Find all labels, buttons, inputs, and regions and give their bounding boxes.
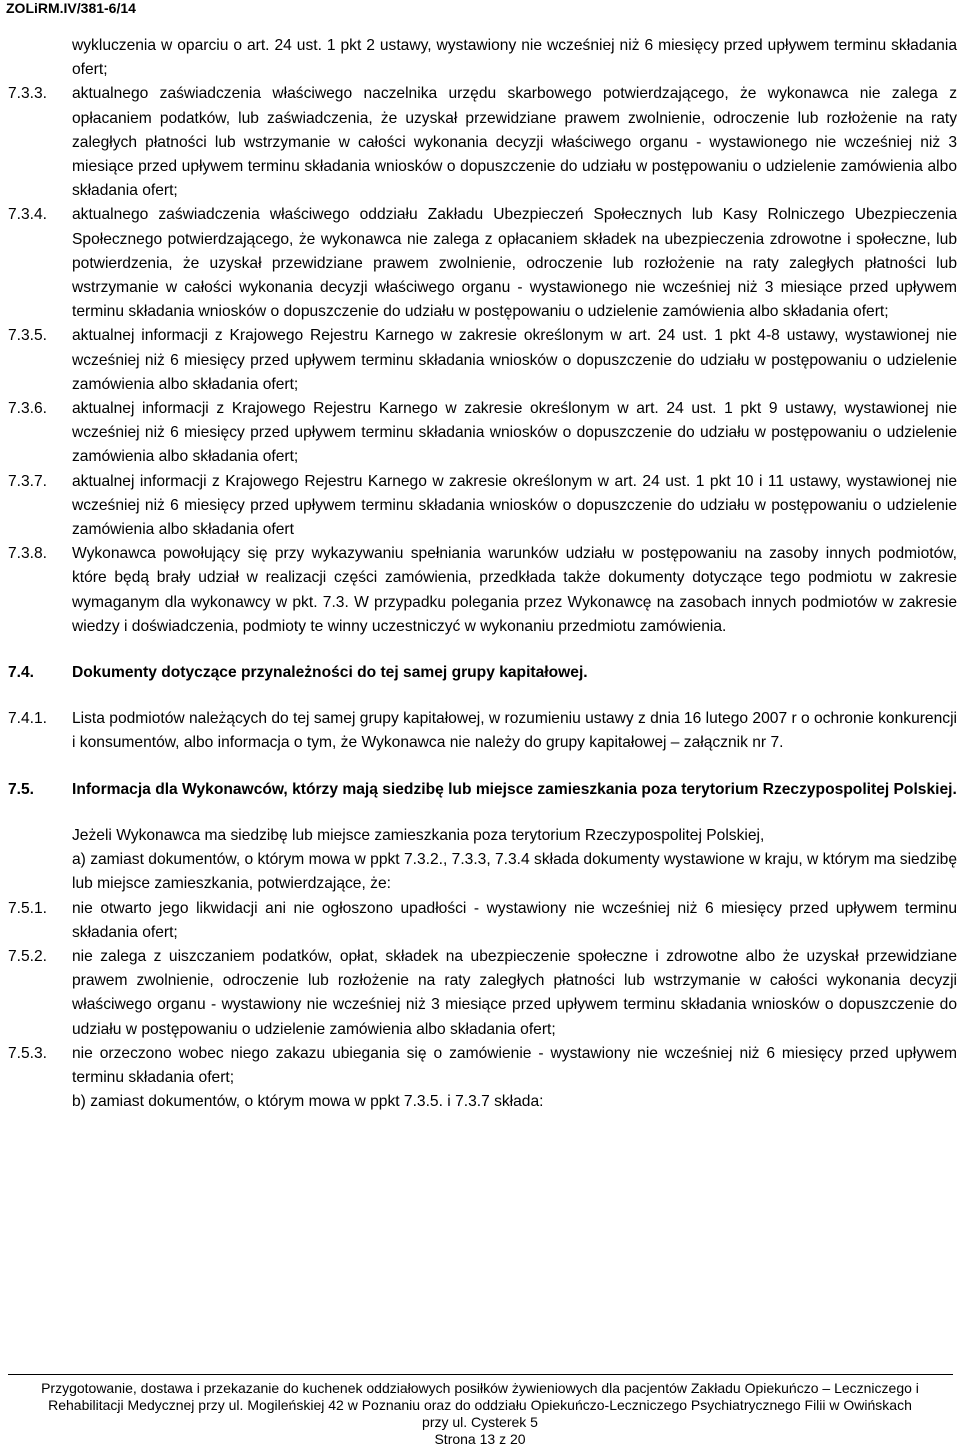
- list-item-7-5-3: [8, 1042, 957, 1090]
- document-body: [8, 34, 957, 1114]
- list-item-7-3-7: [8, 470, 957, 543]
- item-number: 7.3.5.: [8, 327, 48, 345]
- section-title: Dokumenty dotyczące przynależności do tej samej grupy kapitałowej.: [72, 664, 588, 682]
- footer-line-1: Przygotowanie, dostawa i przekazanie do kuchenek oddziałowych posiłków żywieniowych dla pacjentów Zakładu Opiekuńczo – Leczniczego i: [41, 1380, 919, 1396]
- item-text: nie otwarto jego likwidacji ani nie ogłoszono upadłości - wystawiony nie wcześniej niż 6 miesięcy przed upływem terminu składania ofert;: [72, 899, 957, 941]
- footer-line-2: Rehabilitacji Medycznej przy ul. Mogileńskiej 42 w Poznaniu oraz do oddziału Opiekuńczo-Leczniczego Psychiatrycznego Filii w Owińskach: [48, 1397, 912, 1413]
- list-item-7-4-1: [8, 707, 957, 755]
- point-b: b) zamiast dokumentów, o którym mowa w ppkt 7.3.5. i 7.3.7 składa:: [72, 1093, 544, 1111]
- list-item-7-3-4: [8, 203, 957, 324]
- document-reference: ZOLiRM.IV/381-6/14: [6, 0, 136, 16]
- item-text: Wykonawca powołujący się przy wykazywaniu spełniania warunków udziału w postępowaniu na zasoby innych podmiotów, które będą brały udział w realizacji części zamówienia, przedkłada także dokumenty dotyczące tego podmiotu w zakresie wymaganym dla wykonawcy w pkt. 7.3. W przypadku polegania przez Wykonawcę na zasobach innych podmiotów w zakresie wiedzy i doświadczenia, podmioty te winny uczestniczyć w wykonaniu przedmiotu zamówienia.: [72, 545, 957, 635]
- item-text: nie orzeczono wobec niego zakazu ubiegania się o zamówienie - wystawiony nie wcześniej niż 6 miesięcy przed upływem terminu składania ofert;: [72, 1044, 957, 1086]
- list-item-7-3-6: [8, 397, 957, 470]
- item-number: 7.5.1.: [8, 899, 48, 917]
- section-heading-7-4: [8, 661, 957, 685]
- list-item-7-3-3: [8, 82, 957, 203]
- item-text: aktualnego zaświadczenia właściwego naczelnika urzędu skarbowego potwierdzającego, że wykonawca nie zalega z opłacaniem podatków, lub zaświadczenia, że uzyskał przewidziane prawem zwolnienie, odroczenie lub rozłożenie na raty zaległych płatności lub wstrzymanie w całości wykonania decyzji właściwego organu - wystawionego nie wcześniej niż 3 miesiące przed upływem terminu składania wniosków o dopuszczenie do udziału w postępowaniu o udzielenie zamówienia albo składania ofert;: [72, 85, 957, 200]
- item-text: aktualnej informacji z Krajowego Rejestru Karnego w zakresie określonym w art. 24 ust. 1 pkt 10 i 11 ustawy, wystawionej nie wcześniej niż 6 miesięcy przed upływem terminu składania wniosków o dopuszczenie do udziału w postępowaniu o udzielenie zamówienia albo składania ofert: [72, 472, 957, 539]
- section-title: Informacja dla Wykonawców, którzy mają siedzibę lub miejsce zamieszkania poza terytorium Rzeczypospolitej Polskiej.: [72, 780, 957, 798]
- item-text: aktualnego zaświadczenia właściwego oddziału Zakładu Ubezpieczeń Społecznych lub Kasy Rolniczego Ubezpieczenia Społecznego potwierdzającego, że wykonawca nie zalega z opłacaniem składek na ubezpieczenia zdrowotne i społeczne, lub potwierdzenia, że uzyskał przewidziane prawem zwolnienie, odroczenie lub rozłożenie na raty zaległych płatności lub wstrzymanie w całości wykonania decyzji właściwego organu - wystawionego nie wcześniej niż 3 miesiące przed upływem terminu składania wniosków o dopuszczenie do udziału w postępowaniu o udzielenie zamówienia albo składania ofert;: [72, 206, 957, 321]
- section-heading-7-5: [8, 778, 957, 802]
- section-intro: Jeżeli Wykonawca ma siedzibę lub miejsce zamieszkania poza terytorium Rzeczypospolitej Polskiej,: [72, 826, 765, 844]
- item-number: 7.5.3.: [8, 1044, 48, 1062]
- item-number: 7.3.8.: [8, 545, 48, 563]
- list-item-7-3-5: [8, 324, 957, 397]
- item-text: nie zalega z uiszczaniem podatków, opłat, składek na ubezpieczenie społeczne i zdrowotne albo że uzyskał przewidziane prawem zwolnienie, odroczenie lub rozłożenie na raty zaległych płatności lub wstrzymanie w całości wykonania decyzji właściwego organu - wystawiony nie wcześniej niż 3 miesiące przed upływem terminu składania wniosków o dopuszczenie do udziału w postępowaniu o udzielenie zamówienia albo składania ofert;: [72, 947, 957, 1038]
- list-item-7-3-8: [8, 542, 957, 639]
- item-number: 7.3.3.: [8, 85, 48, 103]
- item-number: 7.3.6.: [8, 400, 48, 418]
- item-text: aktualnej informacji z Krajowego Rejestru Karnego w zakresie określonym w art. 24 ust. 1 pkt 4-8 ustawy, wystawionej nie wcześniej niż 6 miesięcy przed upływem terminu składania wniosków o dopuszczenie do udziału w postępowaniu o udzielenie zamówienia albo składania ofert;: [72, 327, 957, 393]
- item-text: Lista podmiotów należących do tej samej grupy kapitałowej, w rozumieniu ustawy z dnia 16 lutego 2007 r o ochronie konkurencji i konsumentów, albo informacja o tym, że Wykonawca nie należy do grupy kapitałowej – załącznik nr 7.: [72, 710, 957, 752]
- list-item-7-5-1: [8, 897, 957, 945]
- footer-line-3: przy ul. Cysterek 5: [422, 1414, 538, 1430]
- list-item-7-5-2: [8, 945, 957, 1042]
- item-text: aktualnej informacji z Krajowego Rejestru Karnego w zakresie określonym w art. 24 ust. 1 pkt 9 ustawy, wystawionej nie wcześniej niż 6 miesięcy przed upływem terminu składania wniosków o dopuszczenie do udziału w postępowaniu o udzielenie zamówienia albo składania ofert;: [72, 400, 957, 466]
- section-number: 7.5.: [8, 780, 35, 798]
- continuation-text: wykluczenia w oparciu o art. 24 ust. 1 pkt 2 ustawy, wystawiony nie wcześniej niż 6 miesięcy przed upływem terminu składania ofert;: [72, 37, 957, 79]
- point-a: a) zamiast dokumentów, o którym mowa w ppkt 7.3.2., 7.3.3, 7.3.4 składa dokumenty wystawione w kraju, w którym ma siedzibę lub miejsce zamieszkania, potwierdzające, że:: [72, 851, 957, 893]
- footer-divider: [8, 1374, 953, 1375]
- item-number: 7.5.2.: [8, 947, 48, 965]
- item-number: 7.4.1.: [8, 710, 48, 728]
- item-number: 7.3.7.: [8, 472, 48, 490]
- section-number: 7.4.: [8, 664, 35, 682]
- page-footer: [0, 1380, 960, 1448]
- item-number: 7.3.4.: [8, 206, 48, 224]
- page-number: Strona 13 z 20: [434, 1431, 526, 1447]
